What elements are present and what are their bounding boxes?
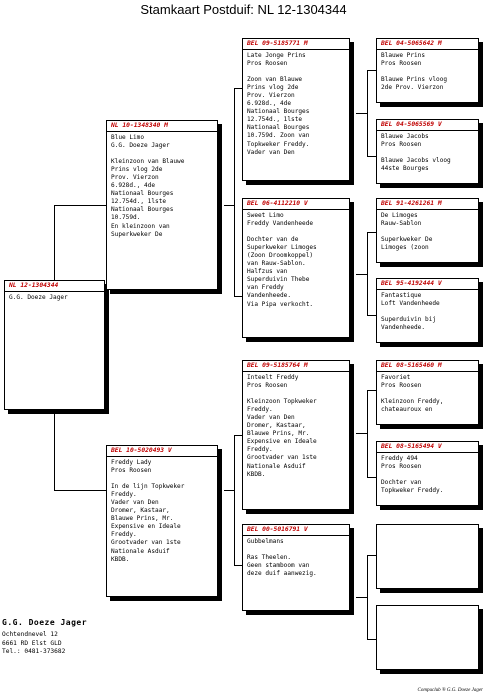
ring-number: BEL 91-4261261 M — [377, 199, 478, 210]
page-title: Stamkaart Postduif: NL 12-1304344 — [140, 2, 347, 17]
card-text: Freddy 494 Pros Roosen Dochter van Topkweker Freddy. — [381, 455, 444, 495]
pedigree-card-great-grandparent — [376, 119, 479, 184]
connector-line — [356, 433, 367, 434]
connector-line — [54, 410, 55, 490]
ring-number: BEL 08-5165460 M — [377, 361, 478, 372]
connector-line — [367, 156, 376, 157]
connector-line — [367, 70, 376, 71]
ring-number: BEL 04-5065569 V — [377, 120, 478, 131]
connector-line — [367, 315, 376, 316]
card-text — [377, 525, 478, 527]
connector-line — [234, 88, 235, 296]
pedigree-card-paternal-grandfather — [242, 38, 350, 181]
connector-line — [367, 390, 368, 477]
pedigree-card-great-grandparent — [376, 441, 479, 506]
pedigree-card-father — [106, 120, 218, 290]
card-text: Blue Limo G.G. Doeze Jager Kleinzoon van Blauwe Prins vlog 2de Prov. Vierzon 6.928d., 4de Nationaal Bourges 12.754d., 1lste Nationaal Bourges 10.759d. En kleinzoon van Superkweker De — [111, 134, 185, 238]
connector-line — [356, 597, 367, 598]
card-text: Gubbelmans Ras Theelen. Geen stamboom van deze duif aanwezig. — [247, 538, 317, 578]
owner-address-city: 6661 RD Elst GLD — [2, 639, 62, 647]
connector-line — [367, 70, 368, 156]
connector-line — [54, 205, 106, 206]
connector-line — [367, 639, 376, 640]
pedigree-card-great-grandparent — [376, 198, 479, 263]
pedigree-card-main — [4, 280, 105, 410]
card-text: Freddy Lady Pros Roosen In de lijn Topkweker Freddy. Vader van Den Dromer, Kastaar, Blauwe Prins, Mr. Expensive en Ideale Freddy. Grootvader van 1ste Nationale Asduif KBDB. — [111, 459, 185, 563]
connector-line — [367, 232, 368, 315]
connector-line — [356, 274, 367, 275]
connector-line — [367, 390, 376, 391]
card-text: Blauwe Prins Pros Roosen Blauwe Prins vloog 2de Prov. Vierzon — [381, 52, 448, 92]
connector-line — [234, 88, 242, 89]
connector-line — [234, 435, 242, 436]
card-text: Sweet Limo Freddy Vandenheede Dochter van de Superkweker Limoges (Zoon Droomkoppel) van Rauw-Sablon. Halfzus van Superduivin Thebe van Freddy Vandenheede. Via Pipa verkocht. — [247, 212, 317, 308]
ring-number: BEL 08-5165494 V — [377, 442, 478, 453]
connector-line — [54, 490, 106, 491]
card-text — [377, 606, 478, 608]
pedigree-card-maternal-grandmother — [242, 524, 350, 611]
ring-number: BEL 10-5020493 V — [107, 446, 217, 457]
connector-line — [367, 477, 376, 478]
connector-line — [367, 555, 376, 556]
owner-block — [2, 618, 162, 657]
connector-line — [367, 555, 368, 639]
pedigree-card-great-grandparent-empty — [376, 524, 479, 589]
ring-number: NL 10-1348340 M — [107, 121, 217, 132]
card-text: Inteelt Freddy Pros Roosen Kleinzoon Topkweker Freddy. Vader van Den Dromer, Kastaar, Blauwe Prins, Mr. Expensive en Ideale Freddy. Grootvader van 1ste Nationale Asduif KBDB. — [247, 374, 317, 478]
card-text: Fantastique Loft Vandenheede Superduivin bij Vandenheede. — [381, 292, 440, 332]
pedigree-card-mother — [106, 445, 218, 597]
owner-phone: Tel.: 0481-373682 — [2, 648, 66, 656]
connector-line — [224, 205, 234, 206]
pedigree-card-great-grandparent — [376, 38, 479, 103]
pedigree-card-maternal-grandfather — [242, 360, 350, 510]
pedigree-card-great-grandparent — [376, 278, 479, 343]
connector-line — [234, 296, 242, 297]
ring-number: BEL 09-5185764 M — [243, 361, 349, 372]
ring-number: BEL 00-5016791 V — [243, 525, 349, 536]
owner-name: G.G. Doeze Jager — [2, 618, 88, 627]
card-text: De Limoges Rauw-Sablon Superkweker De Limoges (zoon — [381, 212, 433, 252]
card-text: Blauwe Jacobs Pros Roosen Blauwe Jacobs vloog 44ste Bourges — [381, 133, 451, 173]
connector-line — [54, 205, 55, 280]
pedigree-card-great-grandparent — [376, 360, 479, 425]
ring-number: BEL 95-4192444 V — [377, 279, 478, 290]
footer-credit: Compuclub ® G.G. Doeze Jager — [417, 688, 483, 693]
card-text: Late Jonge Prins Pros Roosen Zoon van Blauwe Prins vlog 2de Prov. Vierzon 6.928d., 4de Nationaal Bourges 12.754d., 1lste Nationaal Bourges 10.759d. Zoon van Topkweker Freddy. Vader van Den — [247, 52, 310, 156]
ring-number: NL 12-1304344 — [5, 281, 104, 292]
ring-number: BEL 06-4112210 V — [243, 199, 349, 210]
connector-line — [224, 490, 234, 491]
connector-line — [356, 113, 367, 114]
ring-number: BEL 04-5065642 M — [377, 39, 478, 50]
pedigree-card-great-grandparent-empty — [376, 605, 479, 670]
card-text: Favoriet Pros Roosen Kleinzoon Freddy, chateauroux en — [381, 374, 444, 414]
connector-line — [367, 232, 376, 233]
pedigree-card-paternal-grandmother — [242, 198, 350, 338]
card-text: G.G. Doeze Jager — [9, 294, 68, 301]
owner-address-street: Ochtendnevel 12 — [2, 631, 58, 638]
connector-line — [234, 565, 242, 566]
connector-line — [234, 435, 235, 565]
ring-number: BEL 09-5185771 M — [243, 39, 349, 50]
